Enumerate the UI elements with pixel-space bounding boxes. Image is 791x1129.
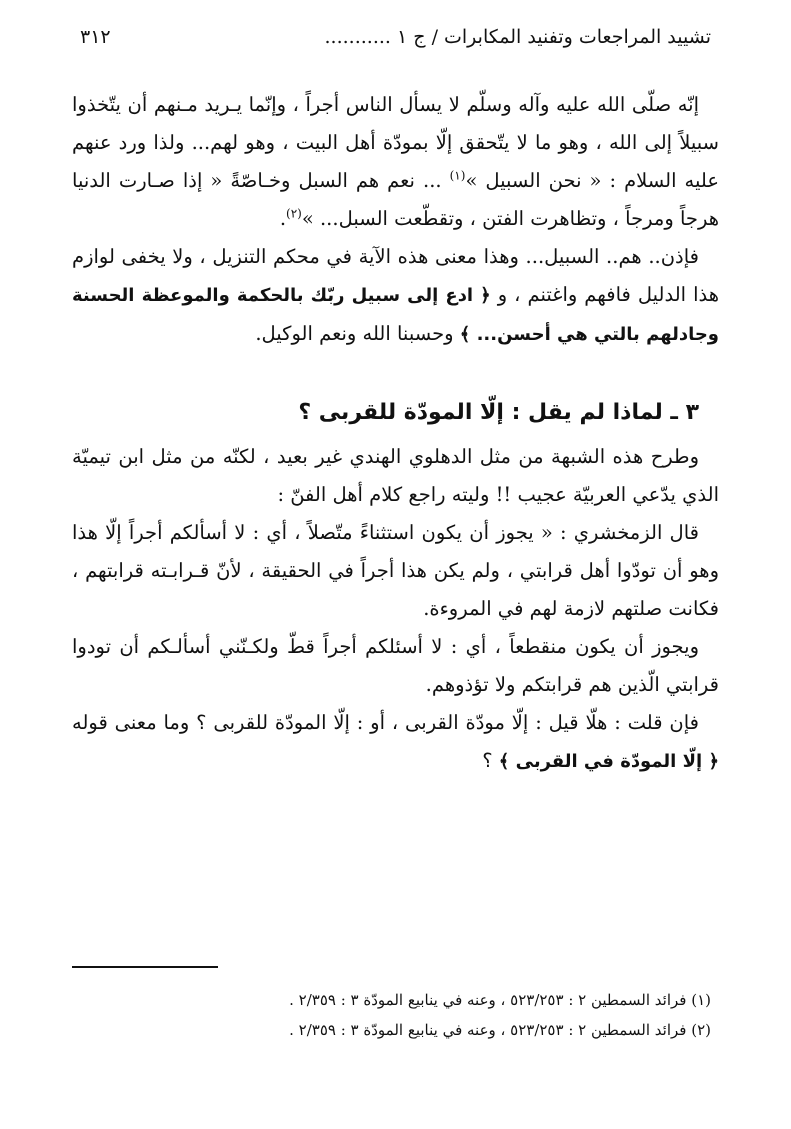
quran-quote-1: ﴿ ادع إلى سبيل ربّك بالحكمة والموعظة الحسنة وجادلهم بالتي هي أحسن... ﴾ xyxy=(72,285,719,345)
paragraph-3: وطرح هذه الشبهة من مثل الدهلوي الهندي غير بعيد ، لكنّه من مثل ابن تيميّة الذي يدّعي العربيّة عجيب !! وليته راجع كلام أهل الفنّ : xyxy=(72,445,719,506)
footnote-divider xyxy=(72,966,218,968)
section-heading: ٣ ـ لماذا لم يقل : إلّا المودّة للقربى ؟ xyxy=(298,400,699,425)
footnote-ref-1: (١) xyxy=(449,168,466,183)
quran-quote-2: ﴿ إلّا المودّة في القربى ﴾ xyxy=(498,751,719,772)
paragraph-2-text-b: وحسبنا الله ونعم الوكيل. xyxy=(255,322,460,345)
main-text xyxy=(72,86,719,781)
paragraph-2 xyxy=(72,238,719,354)
footnote-1: (١) فرائد السمطين ٢ : ٥٢٣/٢٥٣ ، وعنه في ينابيع المودّة ٣ : ٢/٣٥٩ . xyxy=(289,991,711,1009)
paragraph-2-text-a: فإذن.. هم.. السبيل... وهذا معنى هذه الآية في محكم التنزيل ، ولا يخفى لوازم هذا الدليل فافهم واغتنم ، و xyxy=(72,245,720,306)
header-title: تشييد المراجعات وتفنيد المكابرات / ج ١ ........... xyxy=(324,26,711,48)
paragraph-1-text-b: ... نعم هم السبل وخـاصّةً « إذا صـارت الدنيا هرجاً ومرجاً ، وتظاهرت الفتن ، وتقطّعت السبل... » xyxy=(72,169,719,230)
paragraph-1-text-a: إنّه صلّى الله عليه وآله وسلّم لا يسأل الناس أجراً ، وإنّما يـريد مـنهم أن يتّخذوا سبيلاً إلى الله ، وهو ما لا يتّحقق إلّا بمودّة أهل البيت ، وهو لهم... ولذا ورد عنهم عليه السلام : « نحن السبيل » xyxy=(72,93,719,192)
footnote-2: (٢) فرائد السمطين ٢ : ٥٢٣/٢٥٣ ، وعنه في ينابيع المودّة ٣ : ٢/٣٥٩ . xyxy=(289,1021,711,1039)
paragraph-5: ويجوز أن يكون منقطعاً ، أي : لا أسئلكم أجراً قطّ ولكـنّني أسألـكم أن تودوا قرابتي الّذين هم قرابتكم ولا تؤذوهم. xyxy=(72,635,719,696)
footnotes xyxy=(72,985,711,1045)
footnote-ref-2: (٢) xyxy=(286,206,302,221)
paragraph-6 xyxy=(72,704,719,781)
paragraph-1 xyxy=(72,86,719,238)
paragraph-1-text-c: . xyxy=(279,207,287,230)
running-header xyxy=(80,24,711,50)
paragraph-6-text-a: فإن قلت : هلّا قيل : إلّا مودّة القربى ، أو : إلّا المودّة للقربى ؟ وما معنى قوله xyxy=(72,711,699,734)
paragraph-4: قال الزمخشري : « يجوز أن يكون استثناءً متّصلاً ، أي : لا أسألكم أجراً إلّا هذا وهو أن تودّوا أهل قرابتي ، ولم يكن هذا أجراً في الحقيقة ، لأنّ قـرابـته قرابتهم ، فكانت صلتهم لازمة لهم في المروءة. xyxy=(72,521,719,620)
paragraph-6-text-b: ؟ xyxy=(482,749,499,772)
page-number: ٣١٢ xyxy=(80,26,111,48)
